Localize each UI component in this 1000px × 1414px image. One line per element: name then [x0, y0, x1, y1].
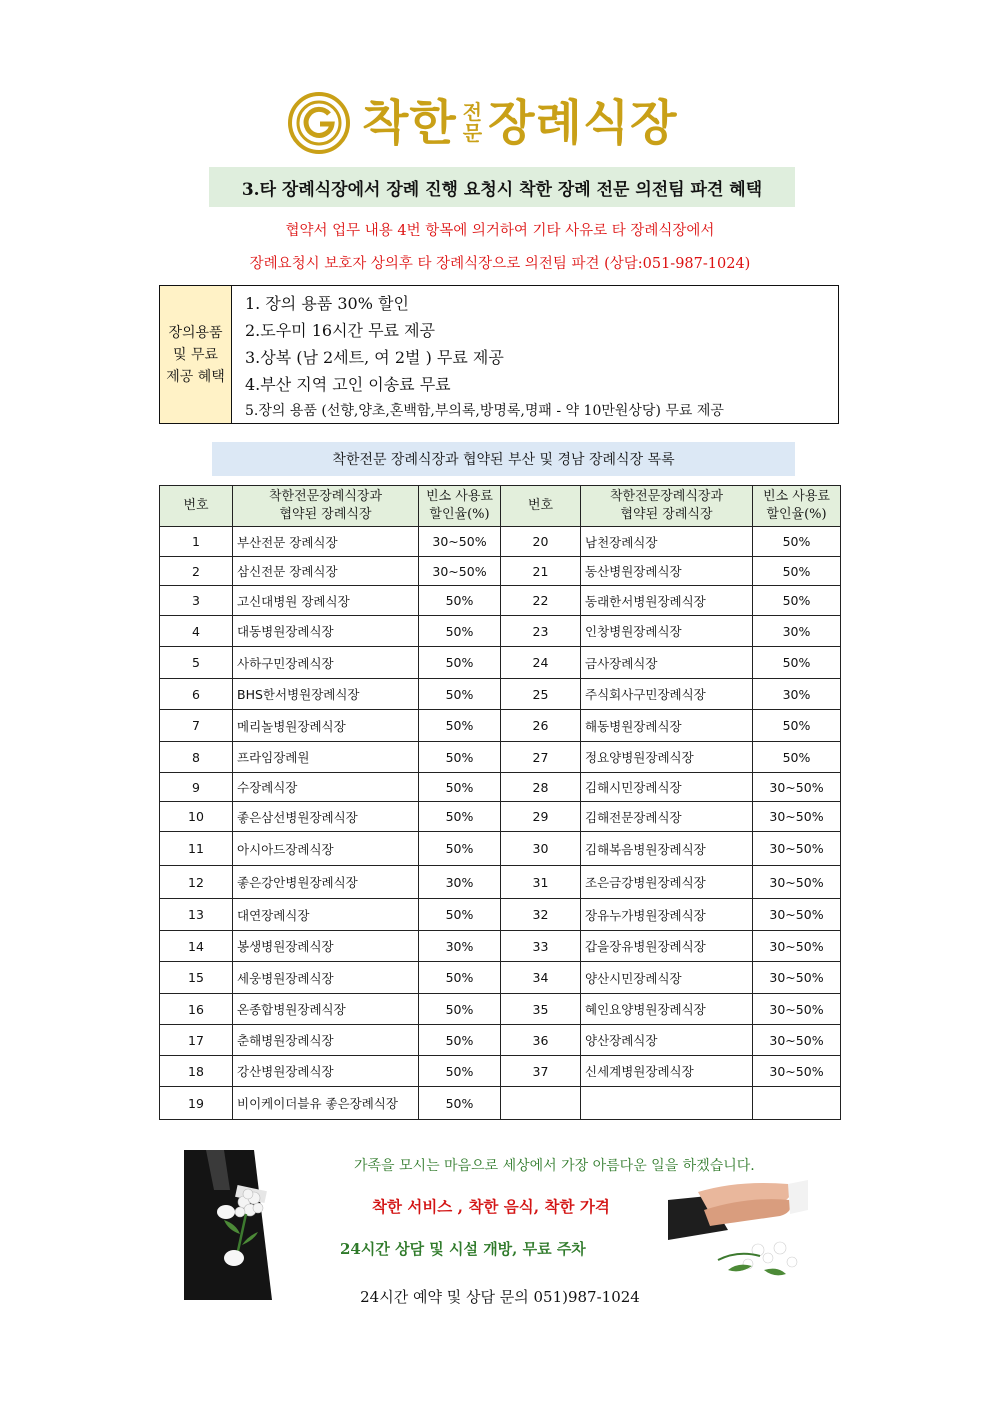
cell-no: 24: [501, 647, 581, 679]
cell-name: 남천장례식장: [581, 527, 753, 557]
contact-info: 24시간 예약 및 상담 문의 051)987-1024: [360, 1288, 640, 1306]
cell-no: 20: [501, 527, 581, 557]
header-rate-line: 빈소 사용료: [426, 489, 493, 504]
cell-name: 세웅병원장례식장: [233, 962, 419, 994]
cell-no: 33: [501, 931, 581, 962]
header-rate-line: 할인율(%): [429, 507, 490, 522]
cell-name: 혜인요양병원장례식장: [581, 994, 753, 1025]
cell-name: 좋은강안병원장례식장: [233, 866, 419, 899]
table-row: [160, 899, 841, 931]
cell-no: 37: [501, 1056, 581, 1087]
cell-name: 김해복음병원장례식장: [581, 832, 753, 866]
cell-name: 고신대병원 장례식장: [233, 586, 419, 616]
table-row: [160, 586, 841, 616]
table-header-row: [160, 486, 841, 527]
cell-rate: 50%: [419, 994, 501, 1025]
cell-rate: 30~50%: [753, 802, 841, 832]
cell-name: 양산장례식장: [581, 1025, 753, 1056]
header-rate-line: 할인율(%): [766, 507, 827, 522]
cell-no: 21: [501, 557, 581, 586]
brand-logo: [288, 92, 708, 154]
brand-main: 착한: [362, 95, 457, 151]
banner-slogan: 가족을 모시는 마음으로 세상에서 가장 아름다운 일을 하겠습니다.: [354, 1158, 755, 1174]
cell-rate: 30~50%: [753, 866, 841, 899]
table-row: [160, 866, 841, 899]
cell-name: 대연장례식장: [233, 899, 419, 931]
header-name: [233, 486, 419, 527]
benefit-label: [160, 286, 232, 423]
table-row: [160, 679, 841, 710]
cell-rate: 30~50%: [753, 994, 841, 1025]
table-row: [160, 994, 841, 1025]
header-name-line: 협약된 장례식장: [620, 507, 713, 522]
cell-no: 36: [501, 1025, 581, 1056]
brand-tail: 장례식장: [488, 95, 678, 151]
cell-name: 해동병원장례식장: [581, 710, 753, 742]
cell-rate: 50%: [419, 742, 501, 773]
brand-g-emblem-icon: [288, 92, 350, 154]
cell-no: 16: [160, 994, 233, 1025]
section-heading: 3.타 장례식장에서 장례 진행 요청시 착한 장례 전문 의전팀 파견 혜택: [209, 167, 795, 207]
cell-no: 26: [501, 710, 581, 742]
table-row: [160, 616, 841, 647]
cell-name: 신세계병원장례식장: [581, 1056, 753, 1087]
cell-rate: 30~50%: [753, 1025, 841, 1056]
banner-service: 착한 서비스 , 착한 음식, 착한 가격: [372, 1197, 610, 1216]
cell-rate: 50%: [753, 647, 841, 679]
cell-no: 34: [501, 962, 581, 994]
table-row: [160, 710, 841, 742]
table-row: [160, 557, 841, 586]
cell-rate: 50%: [419, 1056, 501, 1087]
cell-name: 춘해병원장례식장: [233, 1025, 419, 1056]
cell-name: 강산병원장례식장: [233, 1056, 419, 1087]
cell-name: [581, 1087, 753, 1120]
cell-no: 29: [501, 802, 581, 832]
cell-no: 7: [160, 710, 233, 742]
cell-name: 비이케이더블유 좋은장례식장: [233, 1087, 419, 1120]
cell-name: 아시아드장례식장: [233, 832, 419, 866]
cell-name: 대동병원장례식장: [233, 616, 419, 647]
cell-no: 25: [501, 679, 581, 710]
cell-no: 15: [160, 962, 233, 994]
cell-rate: 30%: [753, 616, 841, 647]
header-rate: [753, 486, 841, 527]
cell-no: [501, 1087, 581, 1120]
cell-rate: 30~50%: [419, 527, 501, 557]
benefit-label-line: 장의용품: [168, 324, 223, 341]
header-no: 번호: [160, 486, 233, 527]
benefit-items: [232, 286, 838, 423]
cell-name: 조은금강병원장례식장: [581, 866, 753, 899]
cell-no: 18: [160, 1056, 233, 1087]
table-row: [160, 1056, 841, 1087]
cell-rate: 50%: [419, 710, 501, 742]
cell-name: 봉생병원장례식장: [233, 931, 419, 962]
cell-rate: 50%: [419, 773, 501, 802]
benefit-item: 5.장의 용품 (선향,양초,혼백함,부의록,방명록,명패 - 약 10만원상당) 무료 제공: [245, 403, 724, 419]
cell-name: 온종합병원장례식장: [233, 994, 419, 1025]
cell-rate: 50%: [753, 710, 841, 742]
cell-rate: 30~50%: [753, 1056, 841, 1087]
cell-rate: 30%: [419, 931, 501, 962]
cell-no: 1: [160, 527, 233, 557]
cell-rate: 50%: [419, 616, 501, 647]
cell-no: 10: [160, 802, 233, 832]
benefit-item: 1. 장의 용품 30% 할인: [245, 294, 409, 313]
cell-no: 4: [160, 616, 233, 647]
cell-name: 좋은삼선병원장례식장: [233, 802, 419, 832]
cell-name: BHS한서병원장례식장: [233, 679, 419, 710]
cell-name: 인창병원장례식장: [581, 616, 753, 647]
cell-rate: 30~50%: [753, 962, 841, 994]
cell-name: 금사장례식장: [581, 647, 753, 679]
cell-rate: 30~50%: [753, 832, 841, 866]
cell-name: 메리놀병원장례식장: [233, 710, 419, 742]
cell-no: 30: [501, 832, 581, 866]
cell-name: 양산시민장례식장: [581, 962, 753, 994]
cell-rate: 50%: [419, 962, 501, 994]
cell-rate: 50%: [419, 1025, 501, 1056]
bottom-banner: [184, 1150, 816, 1300]
benefit-box: [159, 285, 839, 424]
cell-name: 삼신전문 장례식장: [233, 557, 419, 586]
cell-no: 28: [501, 773, 581, 802]
benefit-item: 4.부산 지역 고인 이송료 무료: [245, 375, 451, 394]
cell-no: 2: [160, 557, 233, 586]
table-row: [160, 931, 841, 962]
table-body: [160, 527, 841, 1120]
header-no: 번호: [501, 486, 581, 527]
table-row: [160, 647, 841, 679]
cell-rate: 50%: [753, 527, 841, 557]
cell-no: 19: [160, 1087, 233, 1120]
cell-rate: 50%: [419, 679, 501, 710]
benefit-label-line: 제공 혜택: [166, 368, 225, 385]
cell-no: 32: [501, 899, 581, 931]
header-name-line: 착한전문장례식장과: [609, 489, 724, 504]
table-row: [160, 1025, 841, 1056]
cell-rate: 30%: [753, 679, 841, 710]
table-row: [160, 1087, 841, 1120]
cell-rate: 30~50%: [419, 557, 501, 586]
brand-small-top: 전: [462, 100, 483, 124]
holding-hands-illustration: [668, 1170, 808, 1280]
benefit-item: 3.상복 (남 2세트, 여 2벌 ) 무료 제공: [245, 348, 504, 367]
cell-rate: 30~50%: [753, 931, 841, 962]
cell-no: 13: [160, 899, 233, 931]
funeral-hall-table: [159, 485, 841, 1120]
cell-name: 정요양병원장례식장: [581, 742, 753, 773]
cell-rate: 30%: [419, 866, 501, 899]
header-rate-line: 빈소 사용료: [763, 489, 830, 504]
cell-no: 8: [160, 742, 233, 773]
brand-name: [362, 95, 678, 151]
mourner-flower-illustration: [184, 1150, 279, 1300]
banner-hours: 24시간 상담 및 시설 개방, 무료 주차: [340, 1240, 586, 1258]
cell-no: 12: [160, 866, 233, 899]
cell-name: 갑을장유병원장례식장: [581, 931, 753, 962]
cell-rate: 50%: [419, 1087, 501, 1120]
table-row: [160, 962, 841, 994]
header-name-line: 협약된 장례식장: [279, 507, 372, 522]
cell-name: 사하구민장례식장: [233, 647, 419, 679]
cell-name: 김해시민장례식장: [581, 773, 753, 802]
benefit-label-line: 및 무료: [172, 346, 218, 363]
cell-rate: 50%: [419, 802, 501, 832]
cell-rate: [753, 1087, 841, 1120]
cell-name: 동래한서병원장례식장: [581, 586, 753, 616]
cell-no: 3: [160, 586, 233, 616]
table-row: [160, 527, 841, 557]
cell-no: 27: [501, 742, 581, 773]
list-heading: 착한전문 장례식장과 협약된 부산 및 경남 장례식장 목록: [212, 442, 795, 476]
cell-no: 9: [160, 773, 233, 802]
cell-no: 31: [501, 866, 581, 899]
header-name: [581, 486, 753, 527]
benefit-item: 2.도우미 16시간 무료 제공: [245, 321, 435, 340]
cell-rate: 50%: [419, 647, 501, 679]
cell-rate: 30~50%: [753, 773, 841, 802]
table-row: [160, 773, 841, 802]
cell-name: 부산전문 장례식장: [233, 527, 419, 557]
cell-rate: 30~50%: [753, 899, 841, 931]
cell-name: 장유누가병원장례식장: [581, 899, 753, 931]
cell-no: 35: [501, 994, 581, 1025]
cell-no: 6: [160, 679, 233, 710]
table-row: [160, 832, 841, 866]
brand-small: [463, 102, 482, 144]
cell-name: 수장례식장: [233, 773, 419, 802]
brand-small-bottom: 문: [462, 121, 483, 145]
header-rate: [419, 486, 501, 527]
cell-no: 17: [160, 1025, 233, 1056]
cell-rate: 50%: [419, 586, 501, 616]
cell-no: 14: [160, 931, 233, 962]
cell-rate: 50%: [753, 742, 841, 773]
cell-name: 주식회사구민장례식장: [581, 679, 753, 710]
notice-line-2: 장례요청시 보호자 상의후 타 장례식장으로 의전팀 파견 (상담:051-987-1024): [249, 256, 751, 272]
cell-no: 23: [501, 616, 581, 647]
table-row: [160, 802, 841, 832]
notice-line-1: 협약서 업무 내용 4번 항목에 의거하여 기타 사유로 타 장례식장에서: [285, 223, 715, 239]
cell-rate: 50%: [753, 586, 841, 616]
cell-name: 동산병원장례식장: [581, 557, 753, 586]
cell-no: 22: [501, 586, 581, 616]
cell-no: 11: [160, 832, 233, 866]
cell-rate: 50%: [419, 832, 501, 866]
cell-name: 프라임장례원: [233, 742, 419, 773]
cell-no: 5: [160, 647, 233, 679]
cell-rate: 50%: [419, 899, 501, 931]
cell-rate: 50%: [753, 557, 841, 586]
header-name-line: 착한전문장례식장과: [268, 489, 383, 504]
table-row: [160, 742, 841, 773]
cell-name: 김해전문장례식장: [581, 802, 753, 832]
